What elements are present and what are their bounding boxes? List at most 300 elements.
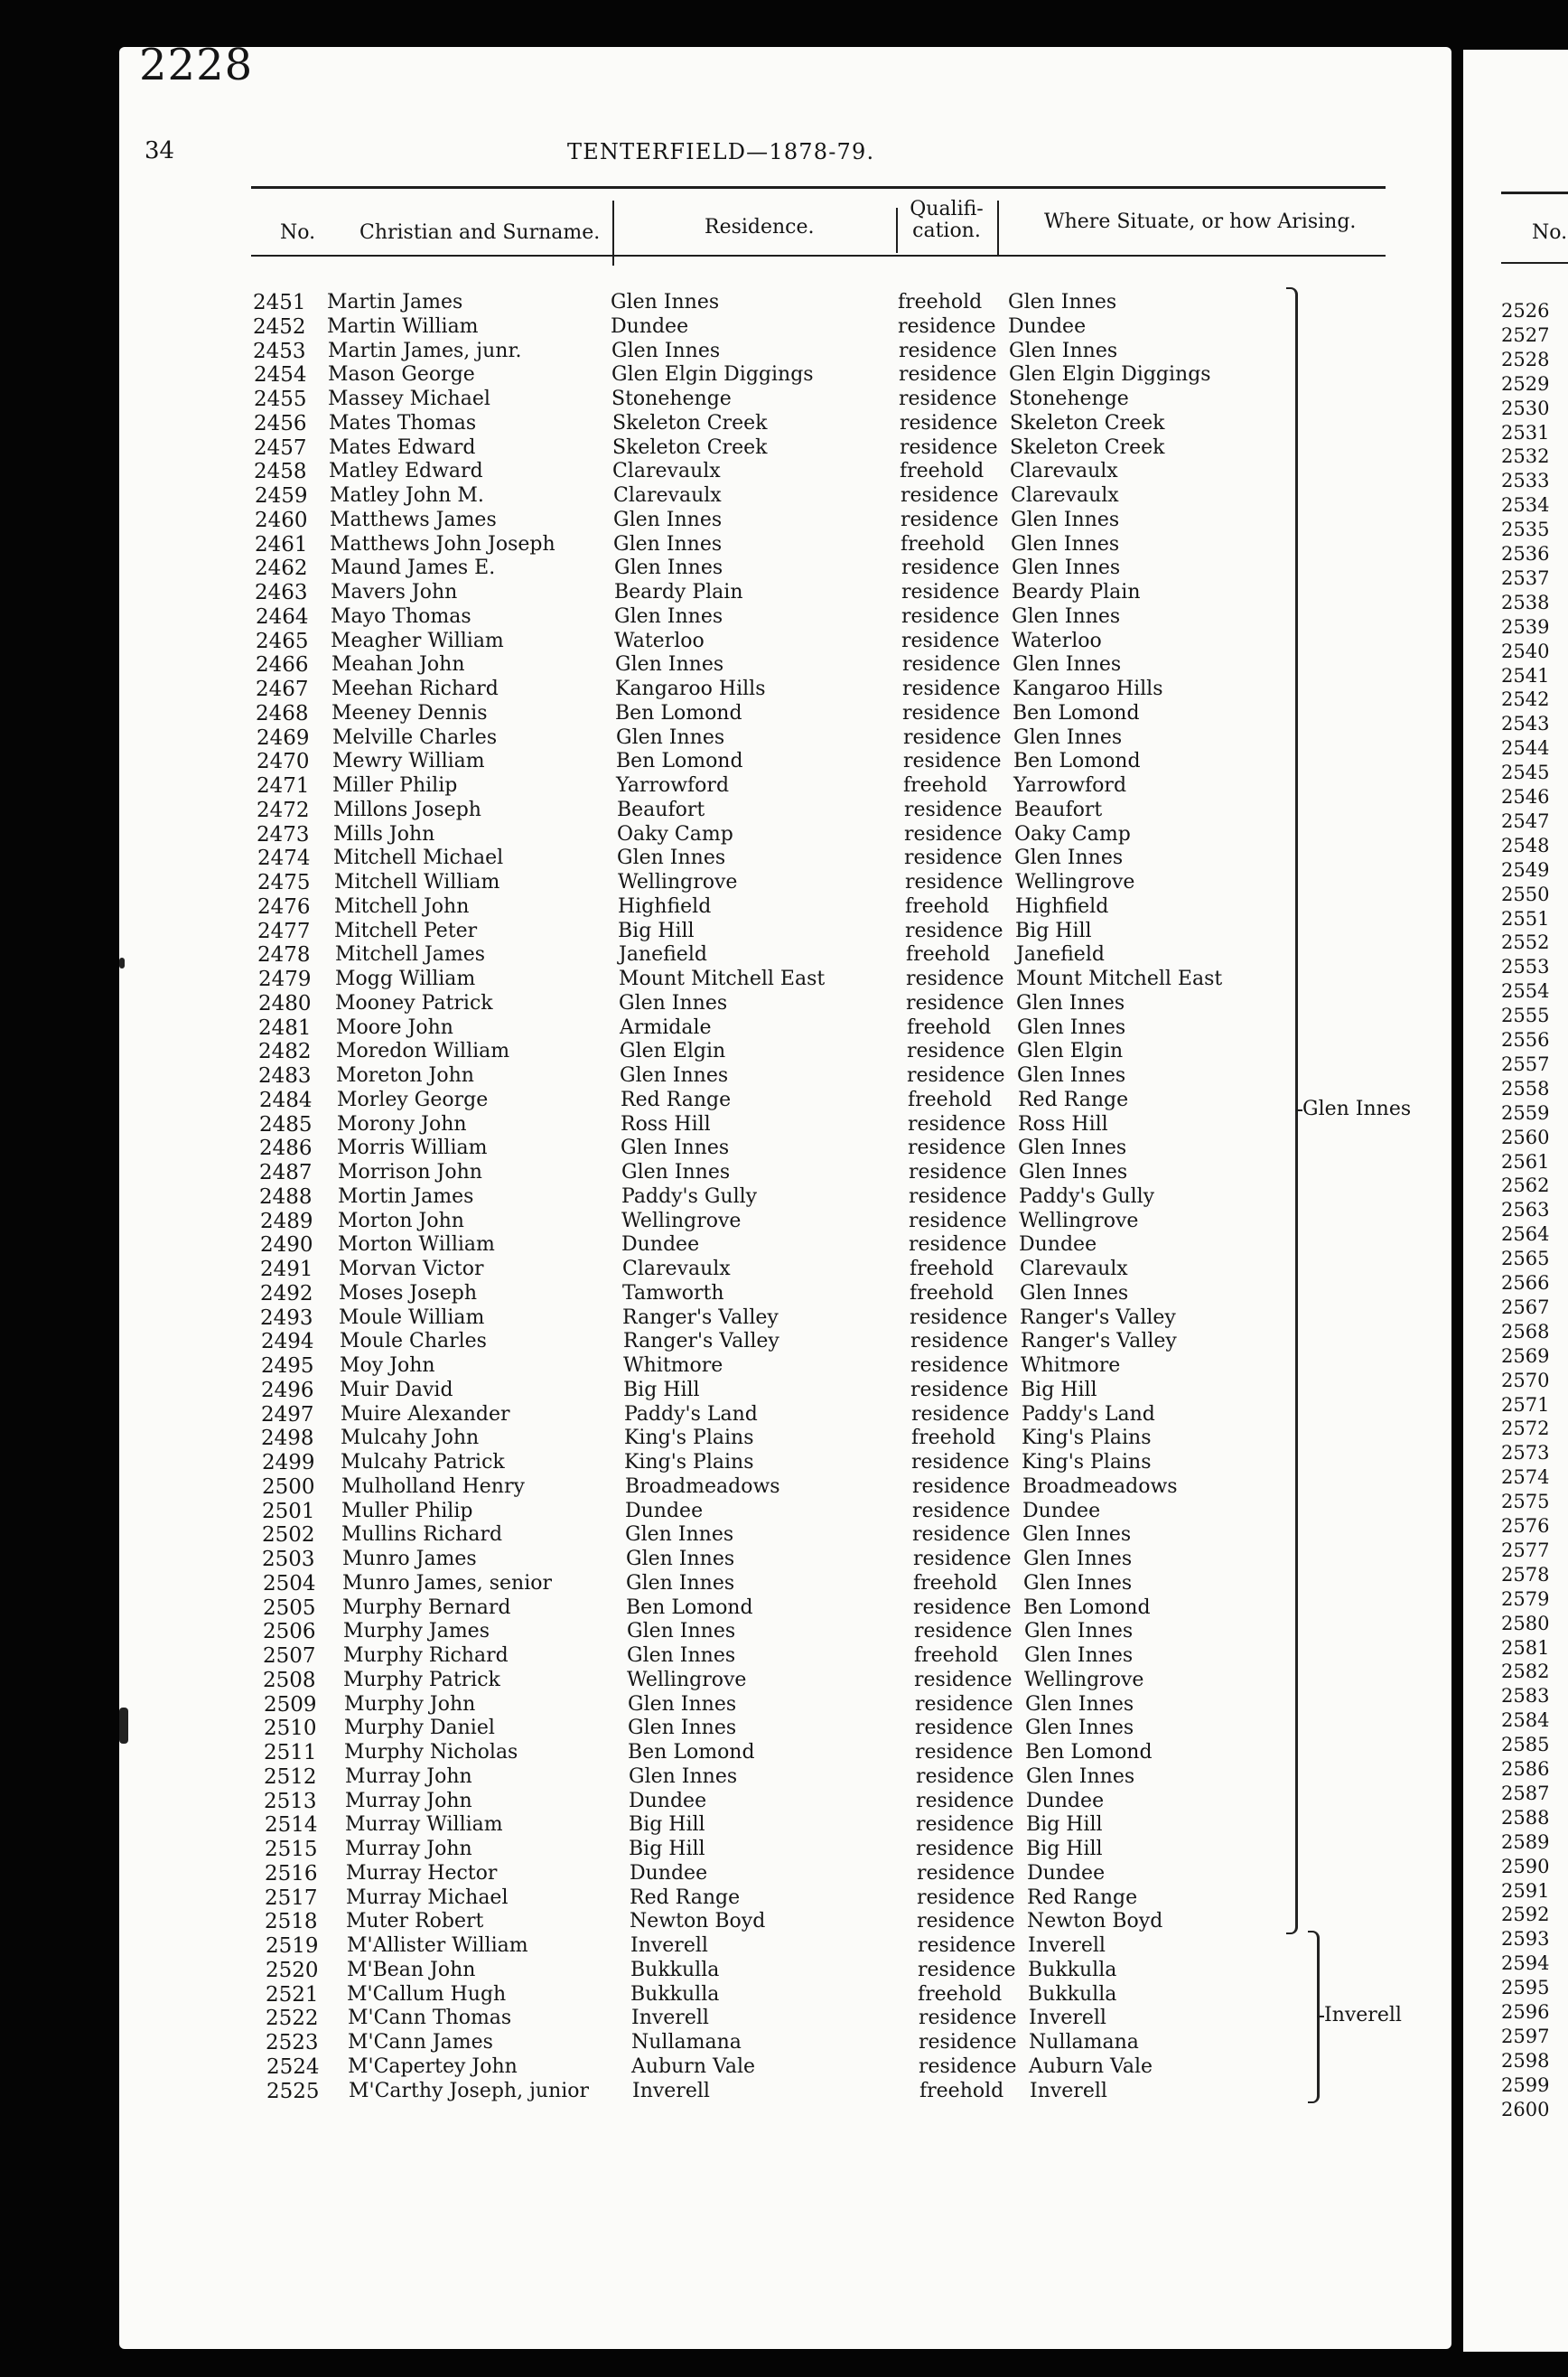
qualification: residence xyxy=(901,508,999,531)
residence: King's Plains xyxy=(624,1451,754,1474)
next-page-number: 2553 xyxy=(1501,956,1550,978)
next-page-number: 2535 xyxy=(1501,519,1550,541)
where-situate: King's Plains xyxy=(1022,1451,1152,1474)
elector-number: 2490 xyxy=(260,1233,313,1258)
elector-number: 2489 xyxy=(260,1209,313,1233)
qualification: residence xyxy=(915,1741,1013,1764)
residence: Glen Innes xyxy=(626,1548,735,1570)
qualification: residence xyxy=(906,991,1004,1015)
next-page-number: 2554 xyxy=(1501,980,1550,1003)
header-top-rule xyxy=(251,186,1386,189)
next-page-number: 2567 xyxy=(1501,1296,1550,1318)
elector-name: Munro James xyxy=(342,1548,477,1570)
elector-number: 2484 xyxy=(259,1088,313,1112)
qualification: residence xyxy=(916,1764,1014,1788)
elector-number: 2469 xyxy=(257,725,310,750)
next-page-number: 2597 xyxy=(1501,2025,1550,2047)
next-page-number: 2594 xyxy=(1501,1952,1550,1975)
qualification: residence xyxy=(915,1717,1013,1740)
next-page-number: 2585 xyxy=(1501,1734,1550,1756)
elector-number: 2470 xyxy=(257,750,310,774)
where-situate: King's Plains xyxy=(1022,1427,1152,1450)
elector-number: 2475 xyxy=(257,871,311,894)
elector-name: Mooney Patrick xyxy=(335,991,493,1015)
elector-name: Morton John xyxy=(338,1209,464,1232)
elector-name: Mates Thomas xyxy=(329,411,477,435)
qualification: freehold xyxy=(910,1281,994,1305)
qualification: freehold xyxy=(905,894,990,918)
elector-number: 2494 xyxy=(261,1330,314,1354)
elector-name: Mulholland Henry xyxy=(341,1474,525,1498)
elector-number: 2522 xyxy=(266,2007,319,2031)
next-page-number: 2560 xyxy=(1501,1126,1550,1148)
next-page-number: 2573 xyxy=(1501,1442,1550,1465)
residence: Clarevaulx xyxy=(613,484,722,507)
elector-number: 2462 xyxy=(255,557,308,581)
residence: Red Range xyxy=(621,1088,732,1111)
where-situate: Ben Lomond xyxy=(1025,1741,1153,1764)
where-situate: Clarevaulx xyxy=(1011,484,1119,507)
elector-number: 2512 xyxy=(264,1764,317,1789)
next-page-number: 2534 xyxy=(1501,494,1550,517)
elector-name: Murphy Patrick xyxy=(343,1668,500,1691)
where-situate: Wellingrove xyxy=(1015,871,1135,894)
residence: Clarevaulx xyxy=(622,1258,731,1280)
qualification: residence xyxy=(901,629,1000,652)
elector-name: Mates Edward xyxy=(329,435,476,459)
next-page-number: 2580 xyxy=(1501,1612,1550,1634)
qualification: residence xyxy=(902,701,1001,725)
residence: Glen Elgin Diggings xyxy=(611,363,814,387)
residence: Newton Boyd xyxy=(630,1910,766,1933)
where-situate: Auburn Vale xyxy=(1029,2054,1153,2078)
elector-name: Moreton John xyxy=(336,1064,474,1087)
residence: Glen Innes xyxy=(628,1692,737,1716)
residence: Red Range xyxy=(630,1886,741,1909)
residence: Glen Innes xyxy=(625,1523,734,1547)
elector-number: 2465 xyxy=(256,629,309,653)
qualification: residence xyxy=(899,388,997,410)
next-page-number: 2583 xyxy=(1501,1685,1550,1708)
residence: Big Hill xyxy=(623,1378,700,1401)
elector-name: Moule Charles xyxy=(340,1330,487,1353)
elector-name: Matthews James xyxy=(330,508,497,531)
where-situate: Dundee xyxy=(1019,1233,1097,1257)
where-situate: Big Hill xyxy=(1021,1378,1097,1401)
elector-name: Mason George xyxy=(328,363,475,387)
group-label: Inverell xyxy=(1324,2003,1402,2026)
qualification: residence xyxy=(911,1451,1010,1474)
elector-name: Meahan John xyxy=(331,653,465,677)
qualification: residence xyxy=(918,1958,1016,1981)
next-page-number: 2562 xyxy=(1501,1174,1550,1197)
where-situate: Clarevaulx xyxy=(1010,460,1118,483)
next-page-number: 2561 xyxy=(1501,1150,1550,1173)
qualification: residence xyxy=(909,1209,1007,1232)
elector-number: 2474 xyxy=(257,847,311,871)
next-page-number: 2540 xyxy=(1501,640,1550,662)
residence: Skeleton Creek xyxy=(612,435,768,459)
next-page-number: 2544 xyxy=(1501,737,1550,760)
qualification: residence xyxy=(904,798,1003,821)
residence: Ross Hill xyxy=(621,1112,711,1136)
next-page-number: 2574 xyxy=(1501,1466,1550,1489)
residence: Mount Mitchell East xyxy=(619,968,826,990)
folio-number: 2228 xyxy=(139,40,254,90)
where-situate: Glen Innes xyxy=(1011,532,1120,556)
elector-number: 2518 xyxy=(265,1910,318,1934)
next-page-number: 2548 xyxy=(1501,834,1550,856)
qualification: residence xyxy=(912,1523,1011,1547)
elector-number: 2523 xyxy=(266,2031,319,2054)
elector-name: M'Bean John xyxy=(347,1958,476,1981)
next-page-number: 2537 xyxy=(1501,566,1550,589)
where-situate: Dundee xyxy=(1008,314,1087,338)
elector-name: Morley George xyxy=(337,1088,489,1111)
qualification: freehold xyxy=(901,532,985,556)
where-situate: Bukkulla xyxy=(1028,1982,1117,2006)
elector-number: 2461 xyxy=(255,532,308,557)
elector-number: 2521 xyxy=(266,1982,319,2007)
elector-name: Martin James xyxy=(327,291,463,314)
residence: Inverell xyxy=(630,1934,708,1957)
qualification: freehold xyxy=(898,291,983,314)
group-brace xyxy=(1286,287,1298,1934)
header-divider xyxy=(612,201,614,266)
residence: Ben Lomond xyxy=(616,750,743,773)
elector-number: 2493 xyxy=(260,1305,313,1330)
where-situate: Dundee xyxy=(1026,1789,1105,1812)
elector-number: 2500 xyxy=(262,1474,315,1499)
elector-number: 2502 xyxy=(262,1523,315,1548)
qualification: freehold xyxy=(914,1644,999,1667)
elector-name: M'Allister William xyxy=(347,1934,528,1957)
qualification: residence xyxy=(915,1692,1013,1716)
next-page-number: 2533 xyxy=(1501,470,1550,492)
elector-name: M'Cann James xyxy=(348,2031,493,2054)
residence: Glen Innes xyxy=(613,532,723,556)
next-page-number: 2577 xyxy=(1501,1539,1550,1561)
where-situate: Glen Innes xyxy=(1026,1764,1135,1788)
residence: Yarrowford xyxy=(616,774,730,797)
residence: Big Hill xyxy=(629,1813,705,1837)
next-page-number: 2599 xyxy=(1501,2073,1550,2096)
next-page-number: 2563 xyxy=(1501,1199,1550,1221)
where-situate: Skeleton Creek xyxy=(1010,411,1165,435)
where-situate: Glen Elgin xyxy=(1017,1040,1124,1063)
qualification: residence xyxy=(912,1499,1011,1522)
elector-name: Massey Michael xyxy=(328,388,490,410)
qualification: freehold xyxy=(919,2079,1004,2102)
qualification: residence xyxy=(909,1184,1007,1208)
elector-name: Mills John xyxy=(333,822,435,846)
residence: Glen Innes xyxy=(621,1137,730,1160)
qualification: residence xyxy=(913,1596,1012,1619)
where-situate: Glen Innes xyxy=(1013,653,1122,677)
residence: Dundee xyxy=(629,1789,707,1812)
next-page-number: 2550 xyxy=(1501,883,1550,905)
elector-name: Melville Charles xyxy=(332,725,498,749)
elector-name: Muir David xyxy=(340,1378,453,1401)
residence: Glen Innes xyxy=(626,1571,735,1595)
elector-name: Morton William xyxy=(338,1233,495,1257)
qualification: residence xyxy=(909,1161,1007,1184)
next-page-number: 2529 xyxy=(1501,372,1550,395)
qualification: residence xyxy=(901,604,1000,628)
elector-name: Moses Joseph xyxy=(339,1281,477,1305)
where-situate: Glen Innes xyxy=(1020,1281,1129,1305)
where-situate: Paddy's Gully xyxy=(1019,1184,1155,1208)
elector-name: Meeney Dennis xyxy=(331,701,488,725)
elector-number: 2466 xyxy=(256,653,309,678)
residence: Ranger's Valley xyxy=(623,1330,779,1353)
residence: Glen Innes xyxy=(627,1644,736,1667)
where-situate: Skeleton Creek xyxy=(1010,435,1165,459)
qualification: residence xyxy=(918,1934,1016,1957)
next-page-number: 2547 xyxy=(1501,809,1550,832)
elector-name: Morrison John xyxy=(338,1161,482,1184)
residence: Wellingrove xyxy=(621,1209,742,1232)
next-page-number: 2569 xyxy=(1501,1344,1550,1367)
where-situate: Glen Innes xyxy=(1019,1161,1128,1184)
qualification: residence xyxy=(904,847,1003,870)
elector-number: 2513 xyxy=(264,1789,317,1813)
elector-number: 2481 xyxy=(258,1015,312,1040)
qualification: residence xyxy=(917,1886,1015,1909)
header-divider xyxy=(997,201,999,255)
qualification: residence xyxy=(908,1137,1006,1160)
residence: Wellingrove xyxy=(627,1668,747,1691)
brace-point xyxy=(1317,2016,1324,2017)
residence: Highfield xyxy=(618,894,712,918)
next-page-number: 2589 xyxy=(1501,1830,1550,1853)
elector-name: Mitchell Michael xyxy=(333,847,504,870)
elector-number: 2496 xyxy=(261,1378,314,1402)
residence: Glen Innes xyxy=(620,1064,729,1087)
residence: Inverell xyxy=(632,2079,710,2102)
residence: Auburn Vale xyxy=(631,2054,756,2078)
where-situate: Whitmore xyxy=(1021,1354,1121,1377)
elector-number: 2468 xyxy=(256,701,309,725)
qualification: residence xyxy=(910,1378,1009,1401)
qualification: residence xyxy=(901,581,1000,604)
where-situate: Red Range xyxy=(1027,1886,1138,1909)
elector-name: Murphy James xyxy=(343,1620,490,1643)
elector-number: 2487 xyxy=(259,1161,313,1184)
elector-number: 2483 xyxy=(258,1064,312,1088)
elector-name: Matley John M. xyxy=(330,484,484,507)
next-page-number: 2587 xyxy=(1501,1782,1550,1804)
next-page-number: 2595 xyxy=(1501,1977,1550,1999)
col-header-where: Where Situate, or how Arising. xyxy=(1044,211,1357,233)
elector-name: Murray John xyxy=(345,1789,472,1812)
elector-name: Matley Edward xyxy=(329,460,483,483)
residence: Bukkulla xyxy=(630,1982,720,2006)
elector-number: 2478 xyxy=(257,943,311,968)
qualification: residence xyxy=(903,750,1002,773)
qualification: residence xyxy=(919,2007,1017,2030)
residence: Glen Innes xyxy=(629,1764,738,1788)
qualification: residence xyxy=(905,871,1003,894)
elector-name: Millons Joseph xyxy=(333,798,481,821)
elector-name: Mulcahy John xyxy=(341,1427,480,1450)
col-header-no: No. xyxy=(280,221,316,244)
residence: Janefield xyxy=(619,943,707,967)
elector-name: Muter Robert xyxy=(346,1910,484,1933)
elector-name: M'Carthy Joseph, junior xyxy=(349,2079,590,2102)
qualification: residence xyxy=(913,1548,1012,1570)
qualification: freehold xyxy=(910,1258,994,1280)
qualification: residence xyxy=(910,1354,1009,1377)
where-situate: Glen Innes xyxy=(1023,1548,1133,1570)
where-situate: Glen Innes xyxy=(1024,1620,1134,1643)
qualification: residence xyxy=(919,2054,1017,2078)
header-divider xyxy=(896,208,898,253)
elector-name: Mulcahy Patrick xyxy=(341,1451,505,1474)
qualification: residence xyxy=(917,1910,1015,1933)
where-situate: Mount Mitchell East xyxy=(1016,968,1223,990)
elector-number: 2498 xyxy=(261,1427,314,1451)
group-brace xyxy=(1308,1931,1320,2103)
elector-number: 2516 xyxy=(265,1861,318,1886)
elector-name: Murphy Bernard xyxy=(342,1596,511,1619)
next-page-number: 2526 xyxy=(1501,300,1550,322)
qualification: freehold xyxy=(913,1571,998,1595)
elector-number: 2511 xyxy=(264,1741,317,1764)
elector-number: 2457 xyxy=(254,435,307,460)
qualification: residence xyxy=(910,1305,1008,1329)
next-page-number: 2572 xyxy=(1501,1418,1550,1440)
residence: Glen Innes xyxy=(611,339,721,362)
elector-number: 2509 xyxy=(264,1692,317,1717)
next-page-number: 2541 xyxy=(1501,664,1550,687)
next-page-number: 2590 xyxy=(1501,1855,1550,1877)
next-page-number: 2581 xyxy=(1501,1636,1550,1659)
where-situate: Oaky Camp xyxy=(1014,822,1131,846)
qualification: residence xyxy=(909,1233,1007,1257)
where-situate: Glen Innes xyxy=(1023,1571,1133,1595)
elector-name: Mitchell Peter xyxy=(334,919,478,942)
qualification: residence xyxy=(912,1474,1011,1498)
elector-name: Murray William xyxy=(345,1813,503,1837)
qualification: residence xyxy=(905,919,1003,942)
elector-number: 2492 xyxy=(260,1281,313,1305)
qualification: residence xyxy=(919,2031,1017,2054)
elector-name: M'Capertey John xyxy=(348,2054,518,2078)
elector-number: 2497 xyxy=(261,1402,314,1427)
qualification: residence xyxy=(916,1838,1014,1860)
elector-number: 2499 xyxy=(262,1451,315,1474)
residence: Glen Innes xyxy=(628,1717,737,1740)
elector-name: Murray John xyxy=(345,1764,472,1788)
residence: Ben Lomond xyxy=(615,701,742,725)
elector-number: 2503 xyxy=(262,1548,315,1571)
residence: Clarevaulx xyxy=(612,460,721,483)
elector-name: Mitchell John xyxy=(334,894,470,918)
elector-number: 2477 xyxy=(257,919,311,943)
where-situate: Big Hill xyxy=(1026,1813,1103,1837)
next-page-number: 2539 xyxy=(1501,615,1550,638)
elector-number: 2495 xyxy=(261,1354,314,1378)
elector-number: 2517 xyxy=(265,1886,318,1910)
where-situate: Broadmeadows xyxy=(1022,1474,1178,1498)
elector-number: 2525 xyxy=(266,2079,320,2103)
qualification: freehold xyxy=(908,1088,993,1111)
next-page-header-rule xyxy=(1501,192,1568,194)
where-situate: Glen Innes xyxy=(1012,604,1121,628)
qualification: residence xyxy=(902,678,1001,700)
residence: Glen Innes xyxy=(617,847,726,870)
elector-number: 2479 xyxy=(258,968,312,991)
next-page-number: 2531 xyxy=(1501,421,1550,444)
residence: Bukkulla xyxy=(630,1958,720,1981)
where-situate: Clarevaulx xyxy=(1020,1258,1128,1280)
next-page-number: 2586 xyxy=(1501,1758,1550,1780)
next-page-number: 2578 xyxy=(1501,1563,1550,1586)
elector-name: Murphy Daniel xyxy=(344,1717,495,1740)
next-page-number: 2588 xyxy=(1501,1806,1550,1829)
where-situate: Glen Innes xyxy=(1014,847,1124,870)
elector-name: Morony John xyxy=(337,1112,467,1136)
qualification: freehold xyxy=(918,1982,1003,2006)
elector-name: Morris William xyxy=(337,1137,488,1160)
qualification: residence xyxy=(898,314,996,338)
elector-number: 2471 xyxy=(257,774,310,798)
elector-number: 2510 xyxy=(264,1717,317,1741)
next-page-number: 2598 xyxy=(1501,2049,1550,2072)
where-situate: Paddy's Land xyxy=(1022,1402,1155,1426)
elector-number: 2464 xyxy=(256,604,309,629)
col-header-qualification-line1: Qualifi- xyxy=(910,198,984,220)
next-page-number: 2538 xyxy=(1501,591,1550,613)
residence: Dundee xyxy=(611,314,689,338)
residence: Stonehenge xyxy=(611,388,732,410)
where-situate: Dundee xyxy=(1027,1861,1106,1885)
elector-number: 2504 xyxy=(263,1571,316,1596)
where-situate: Newton Boyd xyxy=(1027,1910,1163,1933)
next-page-number: 2600 xyxy=(1501,2098,1550,2120)
elector-name: Muire Alexander xyxy=(341,1402,510,1426)
scan-mark xyxy=(119,1708,128,1744)
where-situate: Beaufort xyxy=(1014,798,1103,821)
elector-name: Morvan Victor xyxy=(339,1258,484,1280)
elector-name: Murray Hector xyxy=(346,1861,498,1885)
elector-number: 2467 xyxy=(256,678,309,701)
residence: Beaufort xyxy=(617,798,705,821)
residence: Paddy's Land xyxy=(624,1402,758,1426)
where-situate: Glen Innes xyxy=(1012,557,1121,580)
residence: Big Hill xyxy=(618,919,695,942)
where-situate: Bukkulla xyxy=(1028,1958,1117,1981)
next-page-number: 2559 xyxy=(1501,1101,1550,1124)
elector-name: Murray John xyxy=(345,1838,472,1860)
col-header-name: Christian and Surname. xyxy=(359,221,601,244)
elector-number: 2501 xyxy=(262,1499,315,1523)
residence: Glen Innes xyxy=(614,604,723,628)
elector-name: Murphy John xyxy=(344,1692,476,1716)
where-situate: Wellingrove xyxy=(1024,1668,1144,1691)
elector-name: Meehan Richard xyxy=(331,678,499,700)
where-situate: Big Hill xyxy=(1015,919,1092,942)
next-page-number: 2558 xyxy=(1501,1077,1550,1100)
qualification: residence xyxy=(917,1861,1015,1885)
where-situate: Wellingrove xyxy=(1019,1209,1139,1232)
elector-name: Martin William xyxy=(327,314,479,338)
qualification: residence xyxy=(911,1402,1010,1426)
residence: Dundee xyxy=(625,1499,704,1522)
next-page-number: 2565 xyxy=(1501,1248,1550,1270)
residence: Dundee xyxy=(630,1861,708,1885)
